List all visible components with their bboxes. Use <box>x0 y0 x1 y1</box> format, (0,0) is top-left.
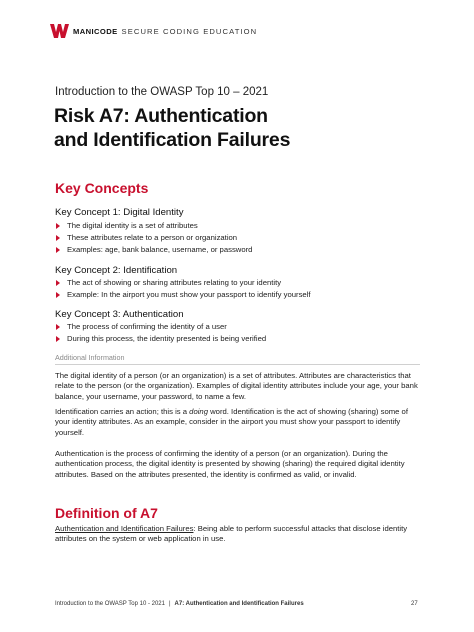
bullet-arrow-icon <box>56 235 60 241</box>
additional-paragraph-3: Authentication is the process of confirming the identity of a person (or an organization). During the authentication process, the digital identity is presented by showing (sharing) the required digital identity attributes. Based on the attributes presented, the identity is confirmed as valid, or invalid. <box>55 449 405 479</box>
list-item: During this process, the identity presented is being verified <box>55 333 266 345</box>
emphasis-text: doing <box>189 407 208 416</box>
bullet-arrow-icon <box>56 292 60 298</box>
brand-header <box>50 24 257 38</box>
list-item: Example: In the airport you must show your passport to identify yourself <box>55 289 311 301</box>
bullet-arrow-icon <box>56 247 60 253</box>
key-concept-2-list <box>55 277 311 301</box>
bullet-arrow-icon <box>56 336 60 342</box>
list-item: The act of showing or sharing attributes relating to your identity <box>55 277 311 289</box>
key-concept-1-title: Key Concept 1: Digital Identity <box>55 207 184 218</box>
page-number: 27 <box>411 601 418 607</box>
additional-paragraph-1: The digital identity of a person (or an organization) is a set of attributes. Attributes are characteristics that relate to the person (or the organization). Examples of digital identity attributes include your age, your bank balance, your username, your password, to name a few. <box>55 371 418 401</box>
bullet-arrow-icon <box>56 280 60 286</box>
additional-paragraph-2: Identification carries an action; this is a doing word. Identification is the act of showing (sharing) some of your identity attributes. As an example, consider in the airport you must show your passport to identify yourself. <box>55 407 408 437</box>
key-concept-3-title: Key Concept 3: Authentication <box>55 309 184 320</box>
page-title <box>54 104 290 152</box>
key-concept-2-title: Key Concept 2: Identification <box>55 265 178 276</box>
footer-doc-title: Introduction to the OWASP Top 10 - 2021 <box>55 601 165 607</box>
list-item: Examples: age, bank balance, username, or password <box>55 244 252 256</box>
bullet-arrow-icon <box>56 223 60 229</box>
definition-term: Authentication and Identification Failures <box>55 524 194 533</box>
key-concept-1-list <box>55 220 252 256</box>
definition-heading: Definition of A7 <box>55 505 158 521</box>
brand-name: MANICODE <box>73 26 118 36</box>
list-item: These attributes relate to a person or organization <box>55 232 252 244</box>
manicode-logo-icon <box>50 24 69 38</box>
definition-text: Authentication and Identification Failures: Being able to perform successful attacks that disclose identity attributes on the system or web application in use. <box>55 524 408 544</box>
title-line-1: Risk A7: Authentication <box>54 105 268 127</box>
title-line-2: and Identification Failures <box>54 129 291 151</box>
footer-separator: | <box>168 601 171 607</box>
list-item: The process of confirming the identity of a user <box>55 321 266 333</box>
footer <box>55 601 304 607</box>
bullet-arrow-icon <box>56 324 60 330</box>
additional-information-label: Additional Information <box>55 353 125 362</box>
brand-tagline: SECURE CODING EDUCATION <box>121 26 258 36</box>
footer-chapter-title: A7: Authentication and Identification Failures <box>174 601 304 607</box>
divider <box>55 364 420 365</box>
list-item: The digital identity is a set of attributes <box>55 220 252 232</box>
key-concept-3-list <box>55 321 266 345</box>
key-concepts-heading: Key Concepts <box>55 180 149 196</box>
document-subtitle: Introduction to the OWASP Top 10 – 2021 <box>55 86 269 98</box>
